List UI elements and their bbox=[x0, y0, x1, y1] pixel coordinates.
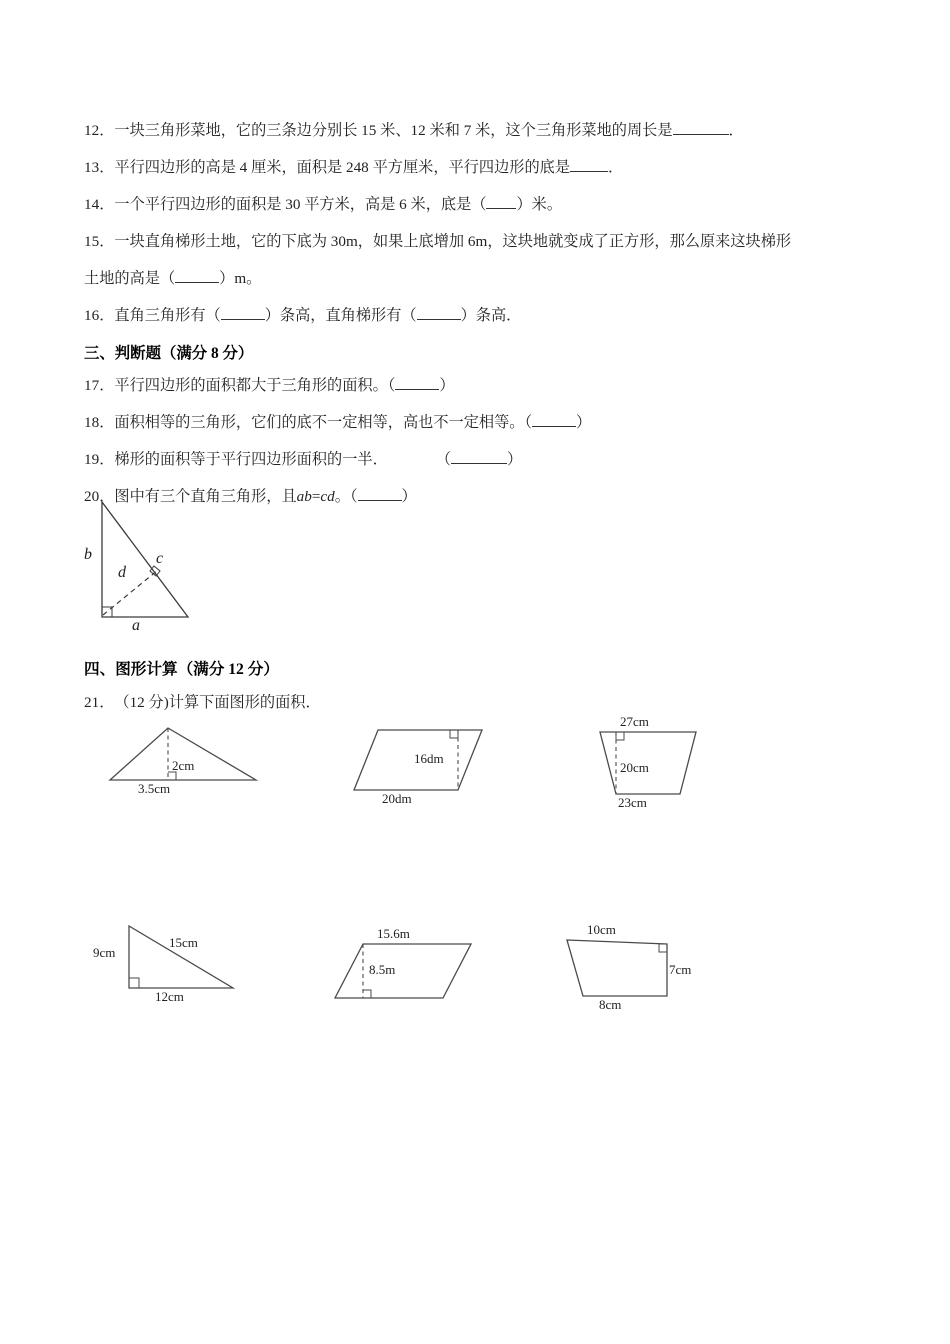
figure-4-right-angle-mark bbox=[129, 978, 139, 988]
figure-5-outline bbox=[335, 944, 471, 998]
question-18-text: 面积相等的三角形，它们的底不一定相等，高也不一定相等。（ bbox=[114, 414, 533, 431]
question-16-blank-2[interactable] bbox=[417, 319, 461, 320]
question-12-text: 一块三角形菜地，它的三条边分别长 15 米、12 米和 7 米，这个三角形菜地的周长是 bbox=[114, 122, 673, 139]
q20-altitude-dashed bbox=[103, 570, 158, 615]
figure-6-outline bbox=[567, 940, 667, 996]
figure-4-hypotenuse-label: 15cm bbox=[169, 935, 198, 950]
figure-3-height-label: 20cm bbox=[620, 760, 649, 775]
question-15-number: 15． bbox=[84, 233, 115, 250]
figure-3-bottom-label: 23cm bbox=[618, 795, 647, 810]
question-19 bbox=[84, 449, 884, 471]
section-heading-true-false: 三、判断题（满分 8 分） bbox=[84, 345, 254, 362]
figure-6-side-label: 7cm bbox=[669, 962, 692, 977]
question-16-text: 直角三角形有（ bbox=[114, 307, 221, 324]
question-16 bbox=[84, 305, 884, 327]
question-15-wrap-text: 土地的高是（ bbox=[84, 270, 176, 287]
figure-4-base-label: 12cm bbox=[155, 989, 184, 1004]
question-13-number: 13． bbox=[84, 159, 115, 176]
question-12-blank[interactable] bbox=[673, 134, 729, 135]
question-18-suffix: ） bbox=[576, 414, 592, 431]
question-21-number: 21． bbox=[84, 694, 115, 711]
question-14-suffix: ）米。 bbox=[516, 196, 563, 213]
figure-2-height-label: 16dm bbox=[414, 751, 444, 766]
question-21-text: （12 分)计算下面图形的面积． bbox=[114, 694, 321, 711]
question-16-mid: ）条高，直角梯形有（ bbox=[264, 307, 417, 324]
question-18-blank[interactable] bbox=[532, 426, 576, 427]
q20-label-c: c bbox=[156, 550, 164, 567]
question-14-blank[interactable] bbox=[486, 208, 516, 209]
figure-5-height-label: 8.5m bbox=[369, 962, 396, 977]
question-20-suffix: ） bbox=[401, 488, 417, 505]
figure-5-parallelogram bbox=[315, 912, 505, 1012]
question-14 bbox=[84, 194, 884, 216]
question-16-number: 16． bbox=[84, 307, 115, 324]
question-16-blank-1[interactable] bbox=[221, 319, 265, 320]
figure-4-side-label: 9cm bbox=[93, 945, 116, 960]
figure-2-parallelogram bbox=[340, 718, 520, 813]
figure-3-trapezoid bbox=[580, 712, 760, 817]
question-17-text: 平行四边形的面积都大于三角形的面积。（ bbox=[114, 377, 396, 394]
figure-6-bottom-label: 8cm bbox=[599, 997, 622, 1012]
q20-triangle-outline bbox=[102, 502, 188, 617]
figure-2-base-label: 20dm bbox=[382, 791, 412, 806]
question-20-var-cd: cd bbox=[320, 488, 335, 505]
q20-label-b: b bbox=[84, 546, 92, 563]
question-15-blank[interactable] bbox=[175, 282, 219, 283]
question-17-suffix: ） bbox=[439, 377, 455, 394]
question-15 bbox=[84, 231, 884, 253]
question-15-wrap-suffix: ）m。 bbox=[219, 270, 262, 287]
figure-6-top-label: 10cm bbox=[587, 922, 616, 937]
question-17-blank[interactable] bbox=[395, 389, 439, 390]
question-13 bbox=[84, 157, 884, 179]
question-12-number: 12． bbox=[84, 122, 115, 139]
question-13-suffix: ． bbox=[608, 159, 624, 176]
question-14-number: 14． bbox=[84, 196, 115, 213]
figure-6-right-angle-mark bbox=[659, 944, 667, 952]
q20-figure bbox=[80, 493, 220, 633]
q20-label-a: a bbox=[132, 617, 140, 634]
question-20-text-b: 。（ bbox=[334, 488, 358, 505]
figure-6-right-trapezoid bbox=[545, 912, 735, 1012]
figure-5-top-label: 15.6m bbox=[377, 926, 410, 941]
figure-1-triangle bbox=[100, 718, 280, 813]
figure-5-right-angle-mark bbox=[363, 990, 371, 998]
question-16-suffix: ）条高． bbox=[460, 307, 522, 324]
section-heading-figure-calc: 四、图形计算（满分 12 分） bbox=[84, 661, 279, 678]
question-13-blank[interactable] bbox=[570, 171, 608, 172]
question-12-suffix: ． bbox=[728, 122, 744, 139]
question-15-continued bbox=[84, 268, 261, 290]
question-15-text: 一块直角梯形土地，它的下底为 30m，如果上底增加 6m，这块地就变成了正方形，那么原来这块梯形 bbox=[114, 233, 792, 250]
question-12 bbox=[84, 120, 884, 142]
question-19-mid: （ bbox=[435, 451, 451, 468]
question-19-suffix: ） bbox=[506, 451, 523, 468]
figure-4-right-triangle bbox=[95, 912, 275, 1012]
figure-3-top-label: 27cm bbox=[620, 714, 649, 729]
q20-label-d: d bbox=[118, 564, 126, 581]
question-13-text: 平行四边形的高是 4 厘米，面积是 248 平方厘米，平行四边形的底是 bbox=[114, 159, 570, 176]
question-17 bbox=[84, 375, 884, 397]
question-20-text-a: 图中有三个直角三角形，且 bbox=[114, 488, 297, 505]
question-18 bbox=[84, 412, 884, 434]
question-18-number: 18． bbox=[84, 414, 115, 431]
question-21 bbox=[84, 692, 884, 714]
question-20-equals: = bbox=[311, 488, 321, 505]
figure-2-right-angle-mark bbox=[450, 730, 458, 738]
question-19-number: 19． bbox=[84, 451, 115, 468]
question-19-text: 梯形的面积等于平行四边形面积的一半． bbox=[114, 451, 388, 468]
figure-1-height-label: 2cm bbox=[172, 758, 195, 773]
question-14-text: 一个平行四边形的面积是 30 平方米，高是 6 米，底是（ bbox=[114, 196, 487, 213]
question-19-blank[interactable] bbox=[451, 463, 507, 464]
question-20-number: 20． bbox=[84, 488, 115, 505]
question-20-blank[interactable] bbox=[358, 500, 402, 501]
question-20-var-ab: ab bbox=[296, 488, 312, 505]
figure-1-base-label: 3.5cm bbox=[138, 781, 171, 796]
question-17-number: 17． bbox=[84, 377, 115, 394]
figure-3-right-angle-mark bbox=[616, 732, 624, 740]
